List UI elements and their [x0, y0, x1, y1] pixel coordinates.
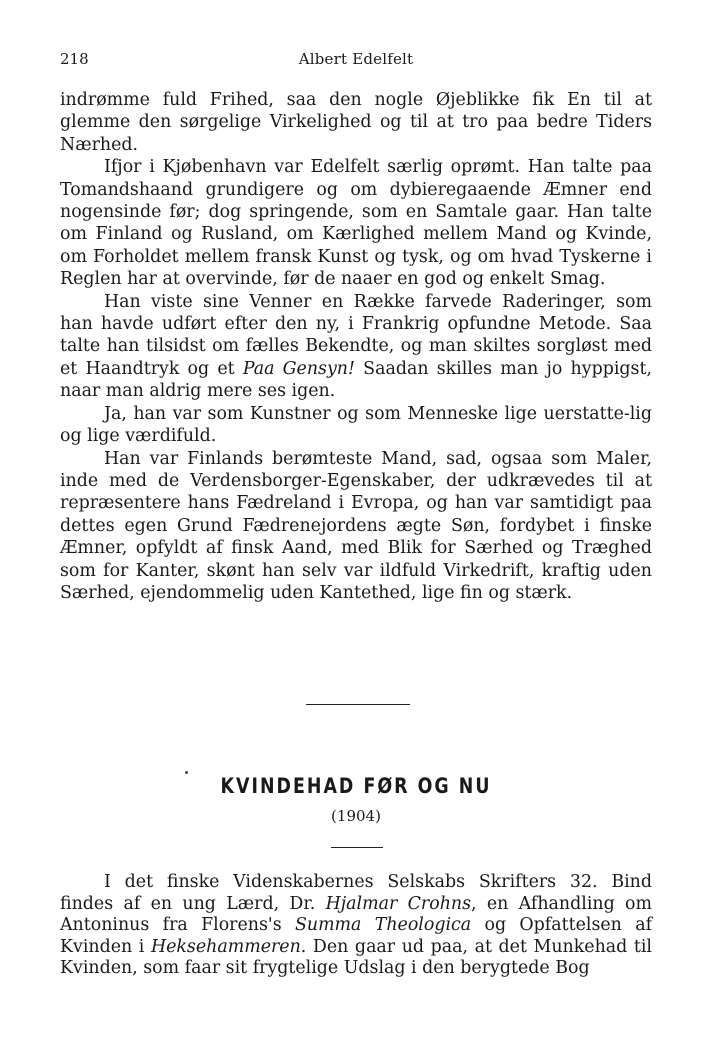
article-paragraph-1 [60, 872, 652, 980]
section-divider-rule [306, 704, 410, 705]
heksehammeren-italic: Heksehammeren. [150, 936, 307, 957]
author-name-italic: Hjalmar Crohns [325, 893, 472, 914]
paragraph-5: Han var Finlands berømteste Mand, sad, ogsaa som Maler, inde med de Verdensborger-Egenskaber, der udkrævedes til at repræsentere hans Fædreland i Evropa, og han var samtidigt paa dettes egen Grund Fædrenejordens ægte Søn, fordybet i finske Æmner, opfyldt af finsk Aand, med Blik for Særhed og Træghed som for Kanter, skønt han selv var ildfuld Virkedrift, kraftig uden Særhed, ejendommelig uden Kantethed, lige fin og stærk. [60, 448, 652, 603]
paragraph-3-part-1: Han viste sine Venner en Række farvede Raderinger, som han havde udført efter den ny, i Frankrig opfundne Metode. Saa talte han tilsidst om fælles Bekendte, og man skiltes sorgløst med et Haandtryk og et [60, 291, 652, 379]
running-head [60, 48, 652, 70]
paragraph-3-italic: Paa Gensyn! [242, 358, 355, 379]
running-title: Albert Edelfelt [298, 50, 414, 68]
paragraph-2: Ifjor i Kjøbenhavn var Edelfelt særlig oprømt. Han talte paa Tomandshaand grundigere og om dybieregaaende Æmner end nogensinde før; dog springende, som en Samtale gaar. Han talte om Finland og Rusland, om Kærlighed mellem Mand og Kvinde, om Forholdet mellem fransk Kunst og tysk, og om hvad Tyskerne i Reglen har at overvinde, før de naaer en god og enkelt Smag. [60, 157, 652, 290]
paragraph-3-part-2: Saadan skilles man jo hyppigst, naar man aldrig mere ses igen. [60, 358, 652, 402]
page-number: 218 [60, 50, 89, 68]
title-rule [331, 847, 383, 848]
article-text-4: Den gaar ud paa, at det Munkehad til Kvinden, som faar sit frygtelige Udslag i den berygtede Bog [60, 936, 652, 979]
continued-essay-text [60, 89, 652, 604]
paragraph-4: Ja, han var som Kunstner og som Menneske lige uerstatte-lig og lige værdifuld. [60, 403, 652, 447]
article-body [60, 872, 652, 980]
paragraph-1: indrømme fuld Frihed, saa den nogle Øjeblikke fik En til at glemme den sørgelige Virkelighed og til at tro paa bedre Tiders Nærhed. [60, 90, 652, 155]
summa-theologica-italic: Summa Theologica [294, 915, 472, 936]
article-text-3: og Opfattelsen af Kvinden i [60, 915, 652, 957]
article-text-2: , en Afhandling om Antoninus fra Florens's [60, 893, 652, 936]
article-text-1: I det finske Videnskabernes Selskabs Skrifters 32. Bind findes af en ung Lærd, Dr. [60, 872, 652, 914]
article-title: KVINDEHAD FØR OG NU [220, 774, 492, 798]
paragraph-3 [60, 291, 652, 403]
article-year: (1904) [331, 807, 381, 825]
